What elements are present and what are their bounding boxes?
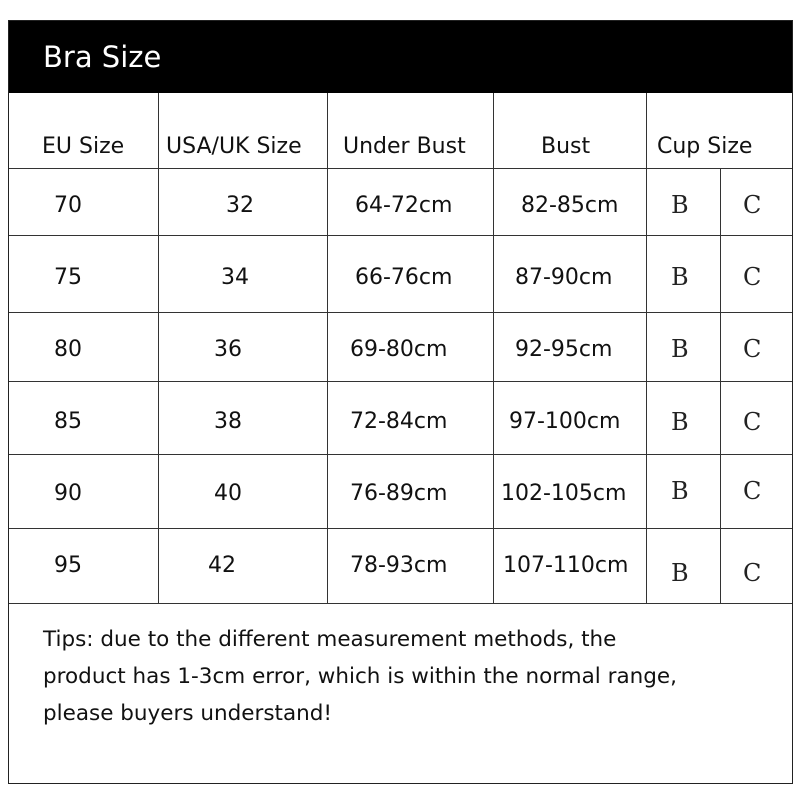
cell-cup-b: B [671,335,689,363]
cell-bust: 87-90cm [515,265,613,290]
cell-under-bust: 72-84cm [350,409,448,434]
cell-eu: 70 [54,193,82,218]
cell-under-bust: 69-80cm [350,337,448,362]
cell-eu: 90 [54,481,82,506]
row-divider [9,528,792,529]
cell-cup-c: C [743,191,762,219]
header-under-bust: Under Bust [343,134,466,159]
row-divider [9,381,792,382]
cell-cup-c: C [743,477,762,505]
column-divider [158,93,159,603]
header-cup-size: Cup Size [657,134,753,159]
header-usa-uk-size: USA/UK Size [166,134,302,159]
header-eu-size: EU Size [42,134,125,159]
cell-cup-c: C [743,408,762,436]
cell-cup-b: B [671,559,689,587]
cell-bust: 107-110cm [503,553,629,578]
column-divider [646,93,647,603]
row-divider [9,312,792,313]
cell-cup-b: B [671,263,689,291]
cell-bust: 97-100cm [509,409,621,434]
cell-usa-uk: 38 [214,409,242,434]
size-chart-frame [8,20,793,784]
cell-under-bust: 64-72cm [355,193,453,218]
cup-column-divider [720,168,721,603]
cell-eu: 85 [54,409,82,434]
tips-line: product has 1-3cm error, which is within the normal range, [43,664,677,689]
cell-eu: 80 [54,337,82,362]
cell-usa-uk: 34 [221,265,249,290]
row-divider [9,235,792,236]
cell-usa-uk: 40 [214,481,242,506]
cell-cup-b: B [671,191,689,219]
column-divider [327,93,328,603]
cell-cup-b: B [671,477,689,505]
cell-cup-b: B [671,408,689,436]
cell-usa-uk: 32 [226,193,254,218]
cell-eu: 95 [54,553,82,578]
cell-usa-uk: 36 [214,337,242,362]
row-divider [9,603,792,604]
tips-note [43,621,763,732]
cell-under-bust: 66-76cm [355,265,453,290]
header-bust: Bust [541,134,591,159]
tips-line: please buyers understand! [43,701,333,726]
cell-bust: 82-85cm [521,193,619,218]
cell-under-bust: 78-93cm [350,553,448,578]
cell-under-bust: 76-89cm [350,481,448,506]
cell-usa-uk: 42 [208,553,236,578]
title-bar [9,21,792,93]
cell-cup-c: C [743,263,762,291]
tips-line: Tips: due to the different measurement methods, the [43,627,617,652]
row-divider [9,454,792,455]
cell-cup-c: C [743,335,762,363]
chart-title: Bra Size [43,40,162,74]
cell-eu: 75 [54,265,82,290]
cell-bust: 92-95cm [515,337,613,362]
cell-cup-c: C [743,559,762,587]
cell-bust: 102-105cm [501,481,627,506]
column-divider [493,93,494,603]
row-divider [9,168,792,169]
